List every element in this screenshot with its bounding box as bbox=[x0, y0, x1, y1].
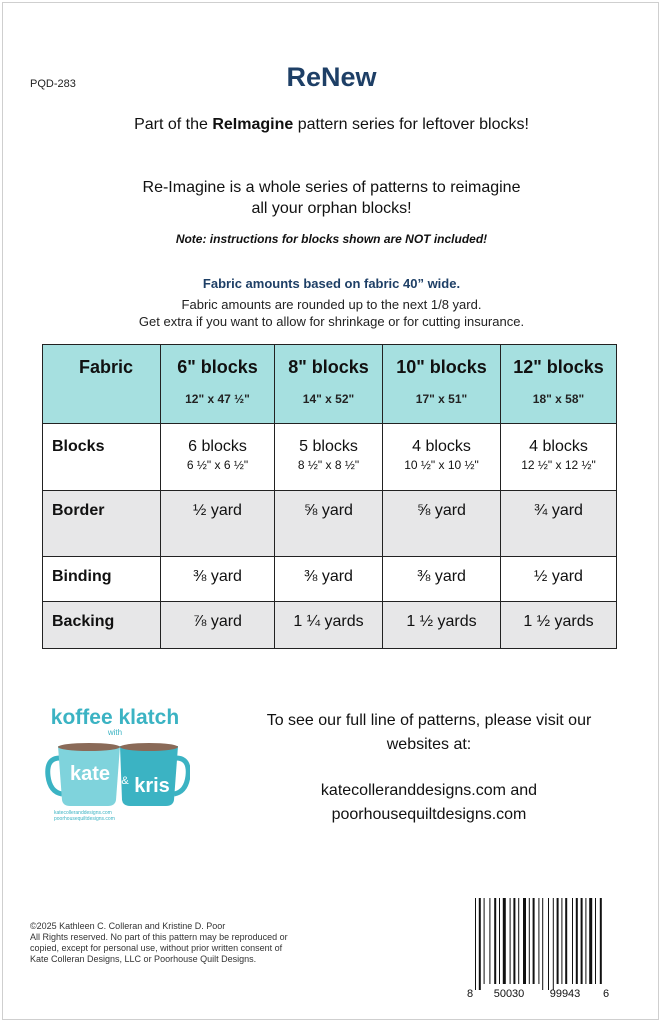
col-name: 8" blocks bbox=[288, 357, 369, 377]
series-name: ReImagine bbox=[212, 116, 294, 133]
visit-text bbox=[214, 709, 644, 757]
row-label bbox=[43, 557, 161, 602]
barcode bbox=[463, 896, 611, 1000]
col-name: 6" blocks bbox=[177, 357, 258, 377]
barcode-bar bbox=[581, 898, 583, 984]
cell-main: 4 blocks bbox=[412, 438, 471, 455]
barcode-bar bbox=[565, 898, 567, 984]
col-size: 18" x 58" bbox=[532, 392, 585, 406]
cell-value: 1 ½ yards bbox=[523, 613, 594, 630]
barcode-bar bbox=[557, 898, 559, 984]
barcode-digits-right: 99943 bbox=[549, 988, 581, 1000]
website-2: poorhousequiltdesigns.com bbox=[331, 806, 527, 823]
cell-main: 4 blocks bbox=[529, 438, 588, 455]
cell-sub: 10 ½" x 10 ½" bbox=[404, 458, 479, 472]
table-header-row bbox=[43, 345, 617, 424]
cell-value: ½ yard bbox=[534, 568, 583, 585]
table-cell bbox=[161, 602, 275, 649]
cell-value: ⅝ yard bbox=[417, 502, 466, 519]
websites-text bbox=[214, 779, 644, 827]
table-cell bbox=[275, 491, 383, 557]
cell-value: ½ yard bbox=[193, 502, 242, 519]
fabric-note-1: Fabric amounts are rounded up to the next 1/8 yard. bbox=[181, 297, 482, 312]
cell-value: ⅜ yard bbox=[417, 568, 466, 585]
cell-value: ⅞ yard bbox=[193, 613, 242, 630]
logo-top-text: koffee klatch bbox=[50, 706, 180, 729]
table-cell bbox=[501, 491, 617, 557]
row-label bbox=[43, 602, 161, 649]
barcode-bar bbox=[595, 898, 596, 984]
row-label-text: Border bbox=[52, 502, 105, 519]
cell-value: ⅝ yard bbox=[304, 502, 353, 519]
header-col-10 bbox=[383, 345, 501, 424]
col-size: 12" x 47 ½" bbox=[185, 392, 250, 406]
table-cell bbox=[501, 424, 617, 491]
barcode-bar bbox=[561, 898, 562, 984]
barcode-digit-check: 6 bbox=[603, 988, 610, 1000]
barcode-bar bbox=[600, 898, 602, 984]
barcode-bar bbox=[489, 898, 490, 984]
col-name: 10" blocks bbox=[396, 357, 487, 377]
header-col-6 bbox=[161, 345, 275, 424]
row-label-text: Blocks bbox=[52, 438, 105, 455]
cell-value: ¾ yard bbox=[534, 502, 583, 519]
logo-with: with bbox=[107, 728, 123, 737]
coffee-left bbox=[58, 743, 120, 751]
copyright-notice bbox=[30, 921, 350, 965]
col-size: 14" x 52" bbox=[302, 392, 355, 406]
series-text-before: Part of the bbox=[134, 116, 213, 133]
row-label-text: Backing bbox=[52, 613, 115, 630]
header-col-12 bbox=[501, 345, 617, 424]
table-row-binding bbox=[43, 557, 617, 602]
table-cell bbox=[275, 602, 383, 649]
table-cell bbox=[383, 491, 501, 557]
barcode-bar bbox=[576, 898, 578, 984]
coffee-right bbox=[120, 743, 178, 751]
header-col-8 bbox=[275, 345, 383, 424]
copyright-line-3: copied, except for personal use, without prior written consent of bbox=[30, 943, 283, 953]
series-line bbox=[0, 116, 663, 134]
barcode-bar bbox=[499, 898, 500, 984]
cell-value: ⅜ yard bbox=[193, 568, 242, 585]
barcode-bar bbox=[484, 898, 485, 984]
copyright-line-4: Kate Colleran Designs, LLC or Poorhouse Quilt Designs. bbox=[30, 954, 257, 964]
table-cell bbox=[161, 557, 275, 602]
fabric-notes bbox=[0, 296, 663, 330]
table-row-blocks bbox=[43, 424, 617, 491]
barcode-bar bbox=[475, 898, 476, 990]
visit-line-2: websites at: bbox=[386, 736, 472, 753]
table-cell bbox=[275, 424, 383, 491]
barcode-bar bbox=[589, 898, 592, 984]
barcode-digit-lead: 8 bbox=[467, 988, 474, 1000]
barcode-bar bbox=[548, 898, 549, 990]
col-size: 17" x 51" bbox=[415, 392, 468, 406]
barcode-bar bbox=[518, 898, 519, 984]
series-text-after: pattern series for leftover blocks! bbox=[293, 116, 529, 133]
barcode-bar bbox=[538, 898, 539, 984]
col-name: 12" blocks bbox=[513, 357, 604, 377]
logo-amp: & bbox=[121, 775, 129, 787]
cell-value: ⅜ yard bbox=[304, 568, 353, 585]
cell-sub: 8 ½" x 8 ½" bbox=[297, 458, 360, 472]
cell-main: 5 blocks bbox=[299, 438, 358, 455]
cell-value: 1 ½ yards bbox=[406, 613, 477, 630]
cell-sub: 12 ½" x 12 ½" bbox=[521, 458, 596, 472]
barcode-bar bbox=[479, 898, 481, 990]
barcode-bar bbox=[572, 898, 573, 984]
barcode-bar bbox=[510, 898, 511, 984]
logo-site-2: poorhousequiltdesigns.com bbox=[54, 816, 115, 822]
table-cell bbox=[161, 491, 275, 557]
table-cell bbox=[275, 557, 383, 602]
reimagine-description bbox=[0, 177, 663, 219]
cell-sub: 6 ½" x 6 ½" bbox=[186, 458, 249, 472]
table-cell bbox=[501, 602, 617, 649]
barcode-background bbox=[463, 896, 611, 1000]
pattern-code: PQD-283 bbox=[30, 78, 76, 90]
copyright-line-2: All Rights reserved. No part of this pattern may be reproduced or bbox=[30, 932, 288, 942]
description-line-1: Re-Imagine is a whole series of patterns to reimagine bbox=[142, 179, 521, 196]
table-row-border bbox=[43, 491, 617, 557]
cell-value: 1 ¼ yards bbox=[293, 613, 364, 630]
header-fabric bbox=[43, 345, 161, 424]
barcode-bar bbox=[542, 898, 543, 990]
table-cell bbox=[383, 602, 501, 649]
fabric-note-2: Get extra if you want to allow for shrinkage or for cutting insurance. bbox=[138, 314, 525, 329]
row-label bbox=[43, 491, 161, 557]
fabric-heading: Fabric amounts based on fabric 40” wide. bbox=[202, 276, 461, 291]
fabric-requirements-table bbox=[42, 344, 617, 649]
logo-site-1: katecolleranddesigns.com bbox=[54, 810, 112, 816]
barcode-bar bbox=[553, 898, 554, 990]
barcode-bar bbox=[529, 898, 530, 984]
visit-line-1: To see our full line of patterns, please visit our bbox=[266, 712, 592, 729]
barcode-bar bbox=[503, 898, 506, 984]
logo-name-kate: kate bbox=[69, 763, 111, 785]
header-fabric-label: Fabric bbox=[78, 357, 134, 377]
page-title: ReNew bbox=[286, 62, 377, 92]
koffee-klatch-logo bbox=[40, 700, 190, 830]
row-label-text: Binding bbox=[52, 568, 112, 585]
description-line-2: all your orphan blocks! bbox=[251, 200, 412, 217]
row-label bbox=[43, 424, 161, 491]
table-row-backing bbox=[43, 602, 617, 649]
copyright-line-1: ©2025 Kathleen C. Colleran and Kristine D. Poor bbox=[30, 921, 226, 931]
barcode-bar bbox=[585, 898, 586, 984]
website-1: katecolleranddesigns.com and bbox=[320, 782, 538, 799]
cell-main: 6 blocks bbox=[188, 438, 247, 455]
logo-name-kris: kris bbox=[134, 775, 170, 797]
table-cell bbox=[383, 557, 501, 602]
note-text: Note: instructions for blocks shown are NOT included! bbox=[175, 232, 488, 246]
table-cell bbox=[383, 424, 501, 491]
barcode-bar bbox=[533, 898, 535, 984]
barcode-bar bbox=[523, 898, 526, 984]
barcode-digits-left: 50030 bbox=[493, 988, 525, 1000]
barcode-bar bbox=[513, 898, 515, 984]
table-cell bbox=[501, 557, 617, 602]
barcode-bar bbox=[494, 898, 496, 984]
table-cell bbox=[161, 424, 275, 491]
